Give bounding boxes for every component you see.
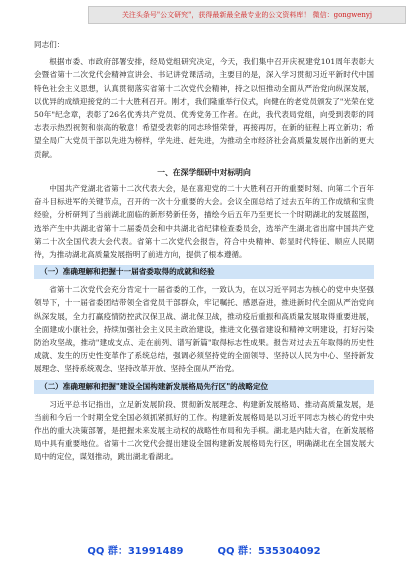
subsection-heading-1: （一）准确理解和把握十一届省委取得的成就和经验 bbox=[34, 265, 374, 279]
section1-paragraph: 中国共产党湖北省第十二次代表大会，是在喜迎党的二十大胜利召开的重要时刻、向第二个百年奋斗目标进军的关键节点，召开的一次十分重要的大会。会议全面总结了过去五年的工作成绩和宝贵经验，分析研判了当前湖北面临的新形势新任务，描绘今后五年乃至更长一个时期湖北的发展蓝图，选举产生中共湖北省第十二届委员会和中共湖北省纪律检查委员会，选举产生湖北省出席中国共产党第二十次全国代表大会代表。省第十二次党代会报告，符合中央精神、彰显时代特征、顺应人民期待，为推动湖北高质量发展指明了前进方向，提供了根本遵循。 bbox=[34, 184, 374, 260]
footer-contact bbox=[0, 542, 408, 557]
qq-group-2: QQ 群：535304092 bbox=[217, 546, 321, 557]
promo-banner: 关注头条号"公文研究"，获得最新最全最专业的公文资料库！ 微信：gongwenyj bbox=[88, 6, 406, 24]
sub2-paragraph: 习近平总书记指出，立足新发展阶段、贯彻新发展理念、构建新发展格局、推动高质量发展，是当前和今后一个时期全党全国必须抓紧抓好的工作。构建新发展格局是以习近平同志为核心的党中央作出的重大决策部署，是把握未来发展主动权的战略性布局和先手棋。湖北是内陆大省，在新发展格局中具有重要地位。省第十二次党代会提出建设全国构建新发展格局先行区，明确湖北在全国发展大局中的定位，谋划推动，跳出湖北看湖北。 bbox=[34, 399, 374, 462]
subsection-heading-2: （二）准确理解和把握"建设全国构建新发展格局先行区"的战略定位 bbox=[34, 380, 374, 394]
sub1-paragraph: 省第十二次党代会充分肯定十一届省委的工作，一致认为，在以习近平同志为核心的党中央坚强领导下，十一届省委团结带领全省党员干部群众，牢记嘱托、感恩奋进，推进新时代全面从严治党向纵深发展，全力打赢疫情防控武汉保卫战、湖北保卫战，推动疫后重振和高质量发展取得重要进展，全面建成小康社会，持续加强社会主义民主政治建设，推进文化强省建设和精神文明建设，打好污染防治攻坚战，推动"建成支点、走在前列、谱写新篇"取得标志性成果。报告对过去五年取得的历史性成就、发生的历史性变革作了系统总结，强调必须坚持党的全面领导、坚持以人民为中心、坚持新发展理念、坚持系统观念、坚持改革开放、坚持全面从严治党。 bbox=[34, 285, 374, 374]
document-body bbox=[34, 38, 374, 464]
intro-paragraph: 根据市委、市政府部署安排，经局党组研究决定，今天，我们集中召开庆祝建党101周年表彰大会暨省第十二次党代会精神宣讲会、书记讲党课活动，主要目的是，深入学习贯彻习近平新时代中国特色社会主义思想，认真贯彻落实省第十二次党代会精神，持之以恒推动全面从严治党向纵深发展，以优异的成绩迎接党的二十大胜利召开。刚才，我们隆重举行仪式，向健在的老党员颁发了"光荣在党50年"纪念章，表彰了26名优秀共产党员、优秀党务工作者。在此，我代表局党组，向受到表彰的同志表示热烈祝贺和崇高的敬意！希望受表彰的同志珍惜荣誉，再接再厉，在新的征程上再立新功；希望全局广大党员干部以先进为榜样，学先进、赶先进，为推动全市经济社会高质量发展作出新的更大贡献。 bbox=[34, 57, 374, 159]
section-heading-1: 一、在深学细研中对标明向 bbox=[157, 167, 251, 177]
greeting: 同志们： bbox=[34, 40, 65, 49]
qq-group-1: QQ 群：31991489 bbox=[87, 546, 184, 557]
